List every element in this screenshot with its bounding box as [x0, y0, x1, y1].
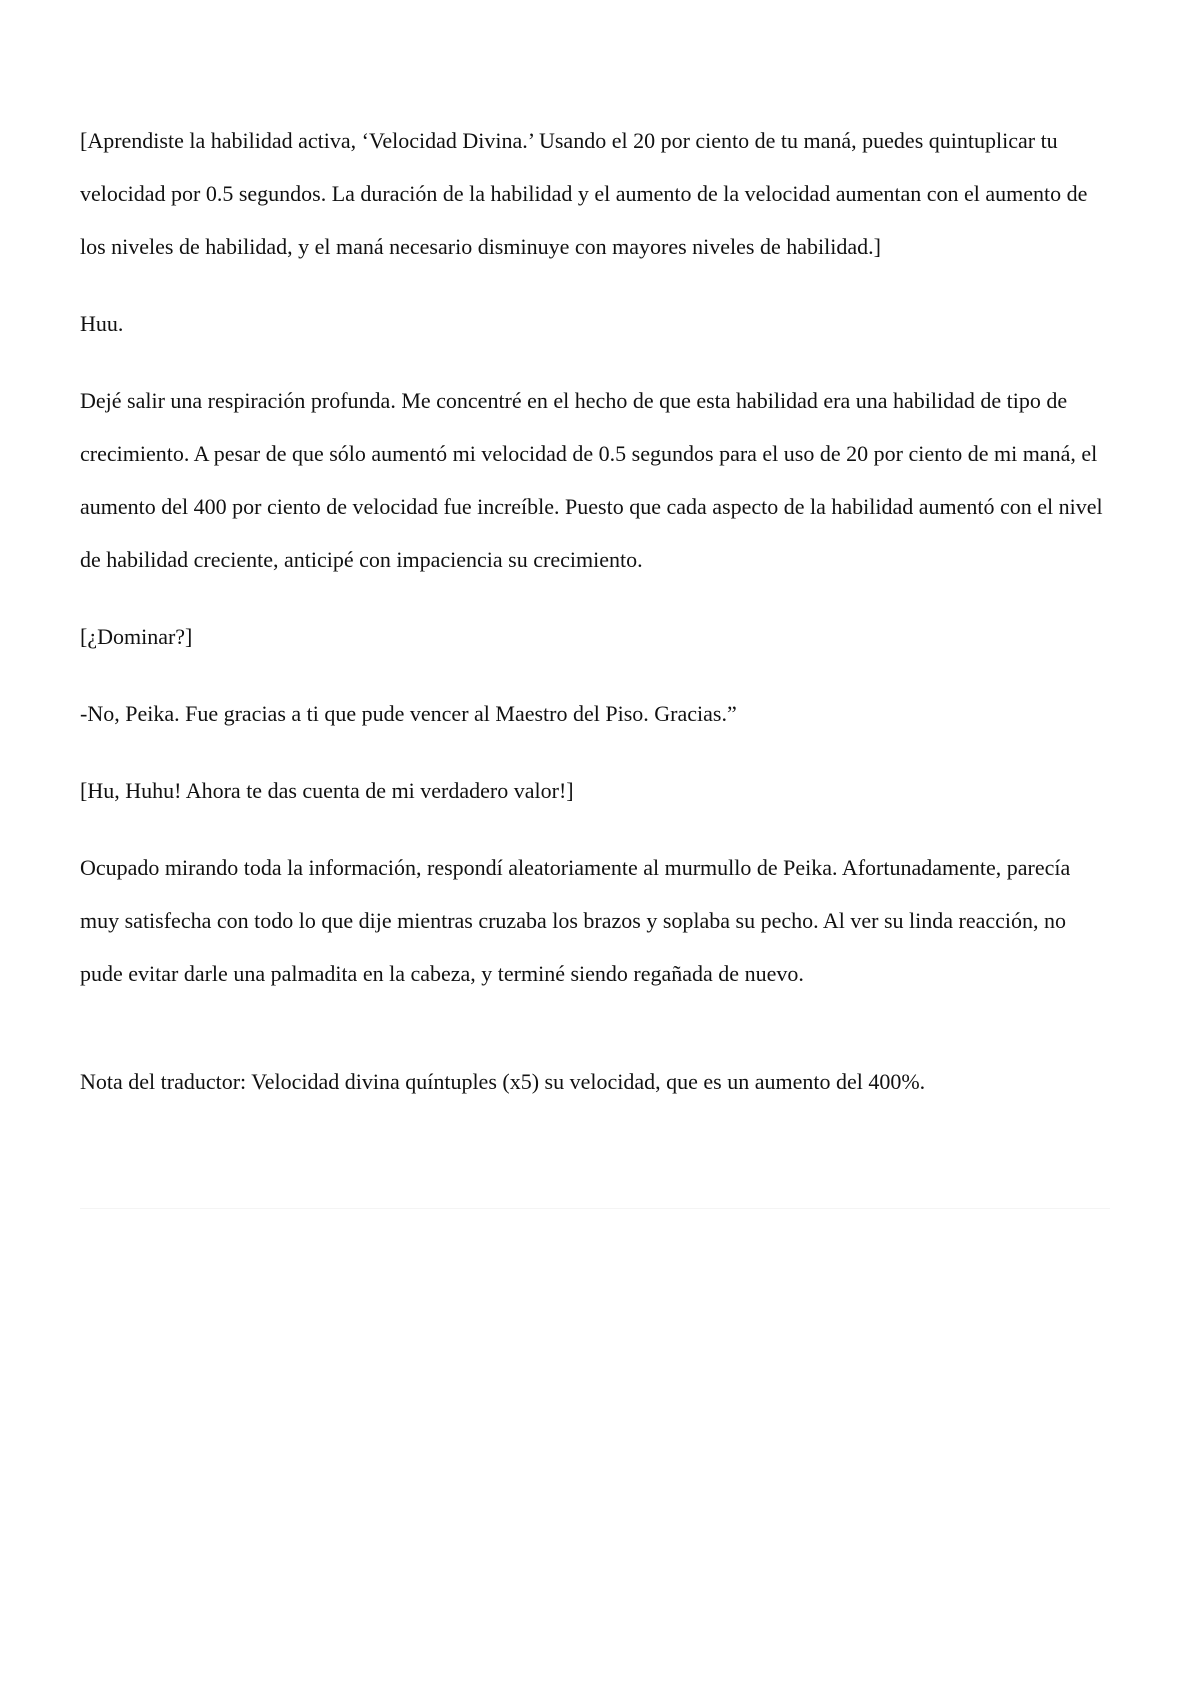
narration-paragraph: Ocupado mirando toda la información, respondí aleatoriamente al murmullo de Peika. Afortunadamente, parecía muy satisfecha con todo lo que dije mientras cruzaba los brazos y soplaba su pecho. Al ver su linda reacción, no pude evitar darle una palmadita en la cabeza, y terminé siendo regañada de nuevo. — [80, 855, 1071, 986]
divider-line — [80, 1208, 1110, 1209]
narration-paragraph: Dejé salir una respiración profunda. Me concentré en el hecho de que esta habilidad era una habilidad de tipo de crecimiento. A pesar de que sólo aumentó mi velocidad de 0.5 segundos para el uso de 20 por ciento de mi maná, el aumento del 400 por ciento de velocidad fue increíble. Puesto que cada aspecto de la habilidad aumentó con el nivel de habilidad creciente, anticipé con impaciencia su crecimiento. — [80, 388, 1103, 572]
sigh-line: Huu. — [80, 311, 124, 336]
skill-notification-paragraph: [Aprendiste la habilidad activa, ‘Velocidad Divina.’ Usando el 20 por ciento de tu maná, puedes quintuplicar tu velocidad por 0.5 segundos. La duración de la habilidad y el aumento de la velocidad aumentan con el aumento de los niveles de habilidad, y el maná necesario disminuye con mayores niveles de habilidad.] — [80, 128, 1088, 259]
dialogue-line: -No, Peika. Fue gracias a ti que pude vencer al Maestro del Piso. Gracias.” — [80, 701, 737, 726]
translator-note: Nota del traductor: Velocidad divina quíntuples (x5) su velocidad, que es un aumento del 400%. — [80, 1069, 926, 1094]
dialogue-line: [¿Dominar?] — [80, 624, 193, 649]
dialogue-line: [Hu, Huhu! Ahora te das cuenta de mi verdadero valor!] — [80, 778, 574, 803]
document-body — [80, 114, 1110, 1108]
